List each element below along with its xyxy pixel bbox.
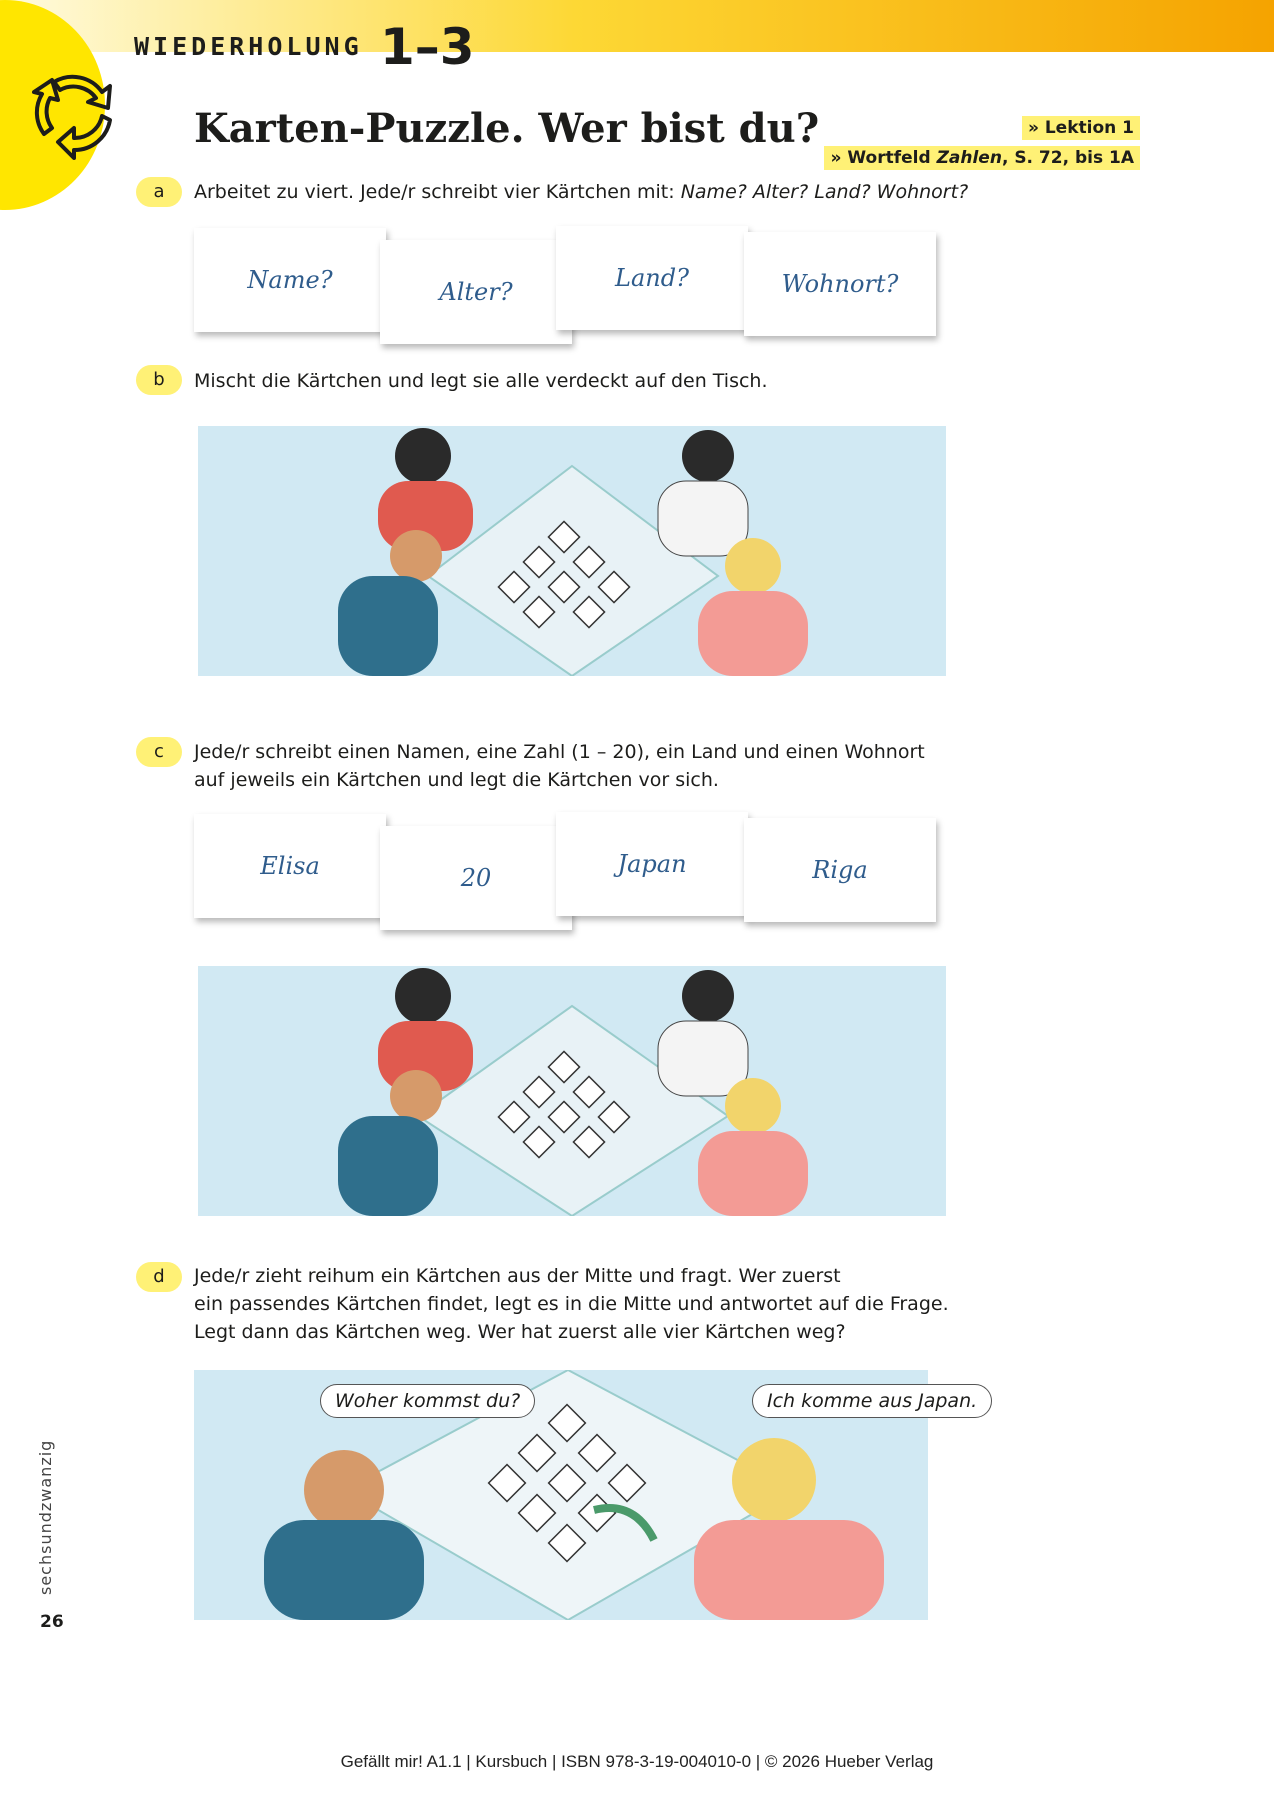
speech-bubble-answer: Ich komme aus Japan. bbox=[752, 1384, 992, 1418]
answer-card: Elisa bbox=[194, 814, 386, 918]
repeat-icon bbox=[24, 62, 124, 162]
step-d-label: d bbox=[136, 1262, 182, 1292]
step-c-label: c bbox=[136, 737, 182, 767]
footer-imprint: Gefällt mir! A1.1 | Kursbuch | ISBN 978-3-19-004010-0 | © 2026 Hueber Verlag bbox=[340, 1752, 934, 1771]
answer-card: Japan bbox=[556, 812, 748, 916]
page-word: sechsundzwanzig bbox=[36, 1439, 55, 1595]
page-title: Karten-Puzzle. Wer bist du? bbox=[194, 105, 820, 152]
section-kicker: WIEDERHOLUNG bbox=[134, 32, 363, 61]
illustration-cards-in-front bbox=[198, 966, 946, 1216]
step-a-text: Arbeitet zu viert. Jede/r schreibt vier Kärtchen mit: Name? Alter? Land? Wohnort? bbox=[194, 181, 969, 203]
step-b-label: b bbox=[136, 365, 182, 395]
reference-lesson[interactable]: » Lektion 1 bbox=[1022, 116, 1140, 140]
question-card: Wohnort? bbox=[744, 232, 936, 336]
reference-wordfield[interactable]: » Wortfeld Zahlen, S. 72, bis 1A bbox=[824, 146, 1140, 170]
question-card: Name? bbox=[194, 228, 386, 332]
step-c-text: Jede/r schreibt einen Namen, eine Zahl (1 – 20), ein Land und einen Wohnort auf jeweils ein Kärtchen und legt die Kärtchen vor sich. bbox=[194, 741, 925, 791]
illustration-covered-cards bbox=[198, 426, 946, 676]
page-number: 26 bbox=[40, 1612, 64, 1632]
speech-bubble-question: Woher kommst du? bbox=[320, 1384, 535, 1418]
step-b-text: Mischt die Kärtchen und legt sie alle verdeckt auf den Tisch. bbox=[194, 370, 768, 392]
answer-card: Riga bbox=[744, 818, 936, 922]
step-a-label: a bbox=[136, 177, 182, 207]
question-card: Land? bbox=[556, 226, 748, 330]
answer-card: 20 bbox=[380, 826, 572, 930]
question-card: Alter? bbox=[380, 240, 572, 344]
section-number: 1–3 bbox=[380, 18, 475, 76]
step-d-text: Jede/r zieht reihum ein Kärtchen aus der Mitte und fragt. Wer zuerst ein passendes Kärtchen findet, legt es in die Mitte und antwortet auf die Frage. Legt dann das Kärtchen weg. Wer hat zuerst alle vier Kärtchen weg? bbox=[194, 1265, 949, 1343]
